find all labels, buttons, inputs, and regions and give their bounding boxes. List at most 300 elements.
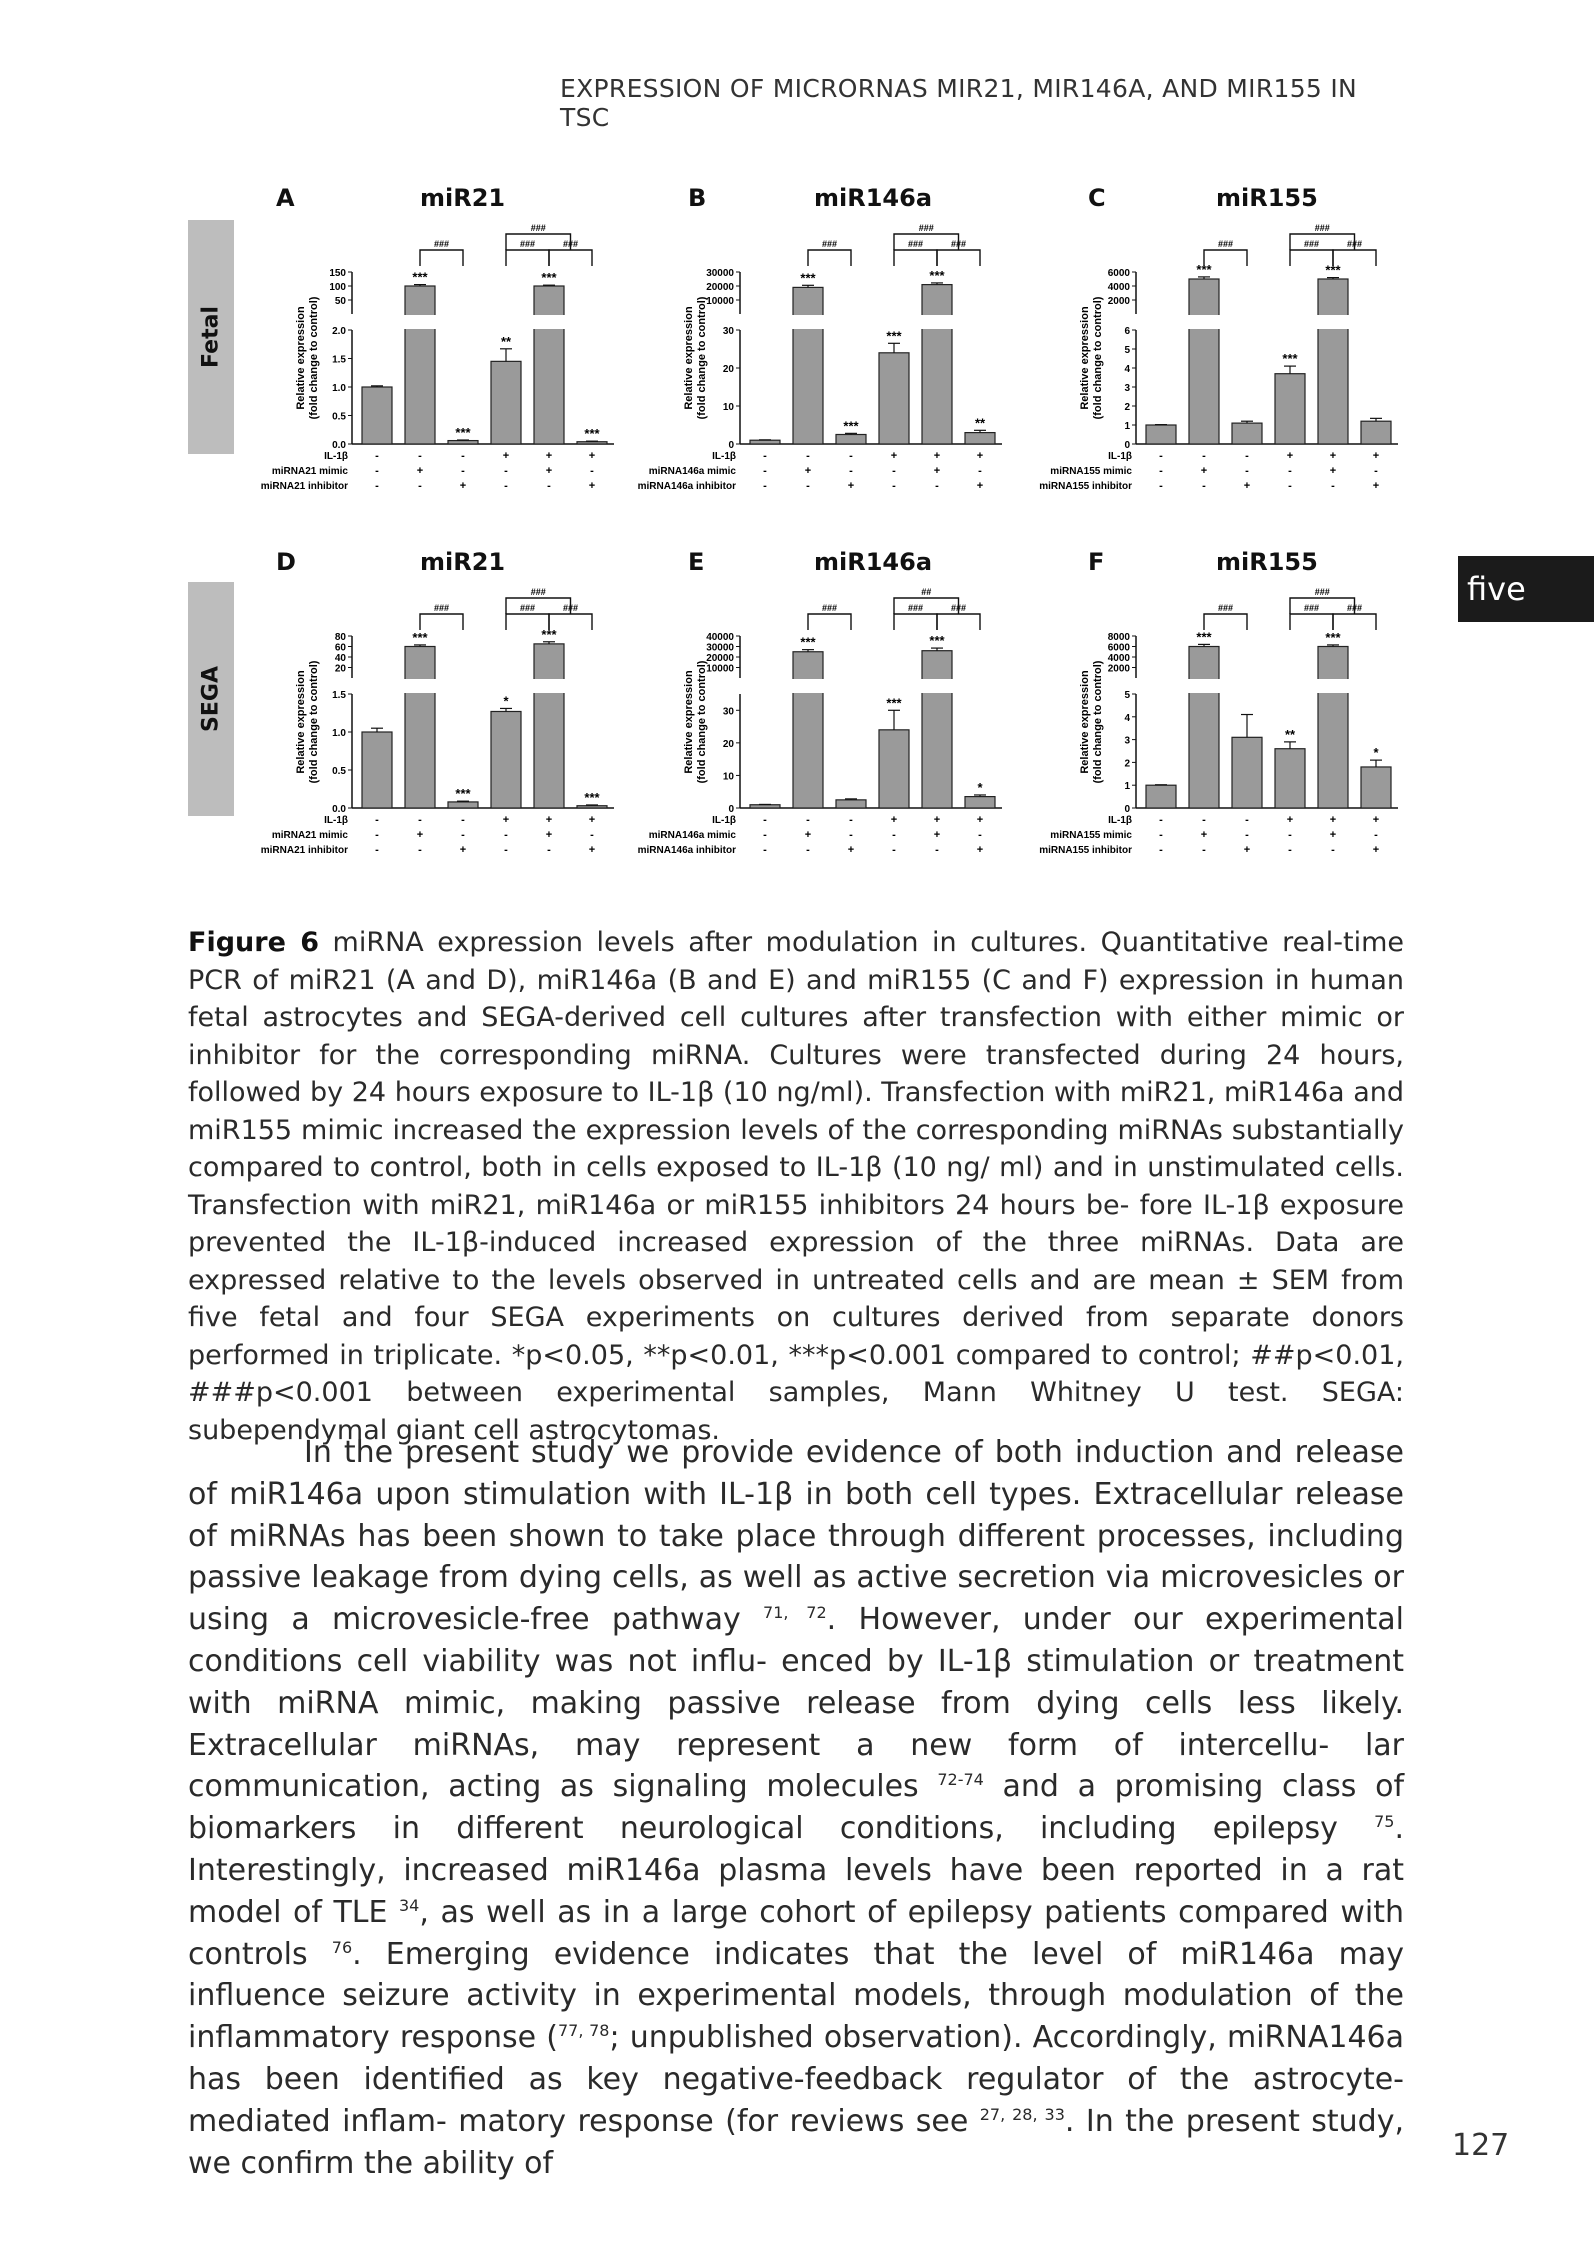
y-axis-label: Relative expression(fold change to control) [1079, 660, 1104, 784]
treatment-row-label: miRNA155 inhibitor [1039, 845, 1132, 856]
treatment-sign: - [763, 844, 767, 856]
treatment-sign: - [849, 829, 853, 841]
bar [448, 441, 478, 444]
treatment-sign: + [1372, 480, 1380, 492]
bar [362, 732, 392, 808]
treatment-sign: - [504, 829, 508, 841]
treatment-sign: - [461, 450, 465, 462]
bar [836, 435, 866, 445]
y-tick-label-upper: 100 [329, 282, 346, 293]
treatment-sign: + [976, 844, 984, 856]
bar [922, 285, 952, 444]
treatment-sign: - [1288, 465, 1292, 477]
treatment-sign: + [1372, 450, 1380, 462]
bar [1361, 767, 1391, 808]
treatment-sign: - [849, 814, 853, 826]
treatment-sign: - [1159, 465, 1163, 477]
figure-caption [188, 924, 1404, 1449]
treatment-sign: - [461, 829, 465, 841]
treatment-sign: - [1245, 814, 1249, 826]
treatment-row-label: IL-1β [324, 815, 348, 826]
axis-break-gap [1187, 315, 1221, 329]
treatment-sign: + [545, 829, 553, 841]
treatment-sign: - [1288, 844, 1292, 856]
significance-stars: * [503, 693, 509, 709]
body-text-2: . However, under our experimental conditions cell viability was not influ- enced by IL-1β stimulation or treatment with miRNA mimic, making passive release from dying cells less likely. Extracellular miRNAs, may represent a new form of intercellu- lar communication, acting as signaling molecules [188, 1602, 1404, 1805]
significance-stars: ** [1284, 726, 1296, 742]
citation-7: 27, 28, 33 [979, 2104, 1065, 2124]
bracket-label: ### [1346, 239, 1363, 249]
significance-stars: *** [1325, 629, 1341, 645]
y-tick-label-lower: 4 [1124, 712, 1130, 724]
treatment-sign: - [1159, 814, 1163, 826]
significance-stars: *** [1282, 351, 1298, 367]
axis-break-gap [532, 679, 566, 693]
treatment-sign: + [1286, 814, 1294, 826]
treatment-sign: + [502, 814, 510, 826]
panel-title-c: miR155 [1216, 184, 1318, 212]
panel-title-d: miR21 [420, 548, 506, 576]
bar [965, 797, 995, 808]
bar [922, 651, 952, 808]
treatment-sign: - [763, 465, 767, 477]
treatment-sign: + [1329, 450, 1337, 462]
body-text-7: ; unpublished observation). Accordingly, miRNA146a has been identified as key negative-feedback regulator of the astrocyte-mediated inflam- matory response (for reviews see [188, 2020, 1405, 2139]
y-tick-label-upper: 60 [334, 642, 346, 654]
treatment-sign: + [933, 814, 941, 826]
y-tick-label-upper: 20000 [706, 282, 734, 293]
significance-stars: *** [886, 328, 902, 344]
treatment-sign: - [763, 829, 767, 841]
y-tick-label-lower: 0.0 [332, 440, 346, 451]
treatment-sign: - [1202, 814, 1206, 826]
bar [1318, 647, 1348, 809]
treatment-sign: - [849, 465, 853, 477]
bracket-label: ### [530, 587, 546, 597]
treatment-sign: + [933, 450, 941, 462]
y-tick-label-lower: 0.0 [332, 804, 346, 815]
treatment-sign: - [849, 450, 853, 462]
treatment-sign: + [545, 450, 553, 462]
treatment-sign: - [763, 450, 767, 462]
treatment-sign: - [892, 480, 896, 492]
running-head: EXPRESSION OF MICRORNAS MIR21, MIR146A, AND MIR155 IN TSC [560, 74, 1358, 132]
bar [750, 440, 780, 444]
treatment-sign: - [375, 450, 379, 462]
bar [577, 442, 607, 444]
significance-bracket [937, 250, 980, 266]
y-tick-label-lower: 5 [1124, 690, 1130, 701]
significance-stars: *** [1325, 262, 1341, 278]
bar-chart-c [1018, 212, 1398, 502]
treatment-sign: - [1245, 465, 1249, 477]
y-tick-label-lower: 0.5 [332, 766, 346, 777]
bar [1318, 279, 1348, 444]
bar-chart-d [234, 576, 614, 866]
y-tick-label-lower: 30 [722, 706, 734, 718]
treatment-sign: + [976, 450, 984, 462]
treatment-sign: + [933, 465, 941, 477]
treatment-sign: - [1159, 450, 1163, 462]
row-label-fetal [188, 220, 234, 454]
bar-chart-b [622, 212, 1002, 502]
significance-bracket [894, 234, 959, 250]
panel-letter-f: F [1088, 548, 1105, 576]
treatment-sign: + [847, 480, 855, 492]
bar [1146, 785, 1176, 808]
treatment-sign: - [461, 465, 465, 477]
treatment-sign: - [892, 844, 896, 856]
bracket-label: ### [519, 239, 536, 249]
significance-stars: *** [929, 633, 945, 649]
treatment-sign: - [1202, 844, 1206, 856]
bracket-label: ### [907, 603, 924, 613]
significance-stars: *** [541, 626, 557, 642]
axis-break-gap [1187, 679, 1221, 693]
treatment-sign: + [1286, 450, 1294, 462]
significance-stars: ** [500, 333, 512, 349]
axis-break-gap [791, 679, 825, 693]
bar [1232, 423, 1262, 444]
significance-stars: *** [1196, 629, 1212, 645]
treatment-sign: + [1200, 465, 1208, 477]
significance-stars: * [977, 779, 983, 795]
significance-stars: *** [541, 270, 557, 286]
significance-bracket [1290, 598, 1355, 614]
bar [448, 802, 478, 808]
page-number: 127 [1452, 2128, 1510, 2163]
significance-stars: *** [800, 270, 816, 286]
treatment-sign: - [418, 450, 422, 462]
treatment-row-label: miRNA146a inhibitor [637, 845, 736, 856]
body-text-3: and a promising class of biomarkers in different neurological conditions, including epilepsy [188, 1769, 1404, 1847]
bar [1275, 749, 1305, 808]
treatment-row-label: miRNA21 mimic [271, 830, 348, 841]
axis-break-gap [532, 315, 566, 329]
bracket-label: ### [519, 603, 536, 613]
significance-bracket [894, 614, 937, 630]
bar [534, 644, 564, 808]
treatment-sign: - [892, 829, 896, 841]
y-axis-label: Relative expression(fold change to control) [1079, 296, 1104, 420]
y-tick-label-lower: 1 [1124, 421, 1130, 432]
treatment-sign: - [1159, 480, 1163, 492]
significance-bracket [808, 250, 851, 266]
treatment-sign: - [1159, 829, 1163, 841]
significance-bracket [1290, 614, 1333, 630]
y-tick-label-lower: 1 [1124, 781, 1130, 793]
bracket-label: ### [821, 603, 838, 613]
treatment-sign: - [375, 465, 379, 477]
treatment-sign: - [504, 465, 508, 477]
treatment-sign: - [375, 480, 379, 492]
y-tick-label-lower: 0 [728, 804, 734, 815]
y-axis-label: Relative expression(fold change to control) [683, 660, 708, 784]
treatment-sign: - [590, 465, 594, 477]
y-tick-label-upper: 30000 [706, 642, 734, 654]
treatment-sign: + [459, 480, 467, 492]
y-tick-label-upper: 40000 [706, 632, 734, 643]
bar [1275, 374, 1305, 444]
y-tick-label-lower: 1.5 [332, 354, 346, 366]
treatment-sign: - [1288, 480, 1292, 492]
bar [750, 805, 780, 808]
treatment-sign: + [588, 450, 596, 462]
treatment-sign: - [375, 844, 379, 856]
y-tick-label-lower: 5 [1124, 345, 1130, 356]
treatment-sign: - [978, 465, 982, 477]
significance-bracket [506, 598, 571, 614]
treatment-sign: - [1331, 844, 1335, 856]
bracket-label: ### [562, 239, 579, 249]
treatment-row-label: IL-1β [712, 451, 736, 462]
bar-chart-e [622, 576, 1002, 866]
treatment-sign: + [502, 450, 510, 462]
y-tick-label-upper: 150 [329, 268, 346, 279]
y-tick-label-lower: 3 [1124, 383, 1130, 394]
y-tick-label-upper: 30000 [706, 268, 734, 279]
treatment-sign: - [1374, 465, 1378, 477]
axis-break-gap [403, 679, 437, 693]
treatment-sign: - [935, 480, 939, 492]
bar [879, 353, 909, 444]
y-tick-label-lower: 2.0 [332, 326, 346, 337]
bar-chart-f [1018, 576, 1398, 866]
bar [362, 387, 392, 444]
treatment-sign: + [1243, 844, 1251, 856]
y-tick-label-upper: 6000 [1107, 642, 1130, 654]
treatment-sign: + [804, 829, 812, 841]
body-text-4: . Interestingly, increased miR146a plasma levels have been reported in a rat model of TLE [188, 1811, 1404, 1930]
y-tick-label-upper: 50 [334, 296, 346, 307]
bar [793, 287, 823, 444]
treatment-sign: + [545, 814, 553, 826]
treatment-sign: + [416, 465, 424, 477]
axis-break-gap [791, 315, 825, 329]
treatment-sign: - [806, 844, 810, 856]
chapter-thumb-label: five [1467, 570, 1526, 608]
bar [491, 361, 521, 444]
bar [879, 730, 909, 808]
bar [491, 711, 521, 808]
significance-stars: *** [412, 269, 428, 285]
significance-bracket [937, 614, 980, 630]
axis-break-gap [1316, 679, 1350, 693]
significance-bracket [894, 250, 937, 266]
treatment-sign: - [763, 814, 767, 826]
bracket-label: ### [1217, 603, 1234, 613]
y-tick-label-lower: 0 [728, 440, 734, 451]
treatment-sign: + [890, 450, 898, 462]
treatment-sign: - [806, 814, 810, 826]
citation-1: 71, 72 [763, 1603, 827, 1623]
bar [793, 652, 823, 808]
treatment-sign: + [976, 814, 984, 826]
significance-stars: *** [455, 786, 471, 802]
significance-stars: *** [929, 267, 945, 283]
bar [1146, 425, 1176, 444]
treatment-row-label: miRNA21 mimic [271, 466, 348, 477]
treatment-sign: - [547, 480, 551, 492]
treatment-sign: - [1159, 844, 1163, 856]
y-tick-label-upper: 20 [334, 663, 346, 675]
panel-letter-e: E [688, 548, 705, 576]
significance-bracket [1290, 234, 1355, 250]
treatment-sign: - [1288, 829, 1292, 841]
y-tick-label-lower: 10 [722, 402, 734, 413]
treatment-sign: - [504, 480, 508, 492]
treatment-sign: - [935, 844, 939, 856]
treatment-sign: + [588, 814, 596, 826]
y-tick-label-lower: 0.5 [332, 411, 346, 423]
treatment-row-label: IL-1β [324, 451, 348, 462]
treatment-sign: - [418, 814, 422, 826]
bracket-label: ### [1217, 239, 1234, 249]
treatment-row-label: miRNA146a mimic [648, 466, 736, 477]
treatment-sign: + [804, 465, 812, 477]
treatment-sign: - [806, 480, 810, 492]
treatment-row-label: miRNA21 inhibitor [260, 481, 348, 492]
y-tick-label-lower: 1.0 [332, 383, 346, 394]
treatment-sign: + [1243, 480, 1251, 492]
significance-bracket [808, 614, 851, 630]
treatment-sign: - [1374, 829, 1378, 841]
y-tick-label-lower: 2 [1124, 758, 1130, 770]
significance-stars: * [1373, 745, 1379, 761]
body-text-8: . In the present study, we confirm the ability of [188, 2103, 1404, 2181]
bar-chart-a [234, 212, 614, 502]
treatment-sign: - [1202, 450, 1206, 462]
treatment-sign: + [416, 829, 424, 841]
treatment-sign: + [1200, 829, 1208, 841]
treatment-sign: + [1329, 465, 1337, 477]
treatment-sign: + [1372, 814, 1380, 826]
y-tick-label-lower: 0 [1124, 440, 1130, 451]
citation-3: 75 [1374, 1812, 1395, 1832]
bar [577, 806, 607, 808]
panel-letter-b: B [688, 184, 707, 212]
bar [405, 647, 435, 809]
treatment-row-label: IL-1β [712, 815, 736, 826]
treatment-sign: + [1372, 844, 1380, 856]
treatment-sign: + [545, 465, 553, 477]
y-tick-label-lower: 1.5 [332, 690, 346, 701]
panel-letter-c: C [1088, 184, 1106, 212]
treatment-row-label: miRNA146a inhibitor [637, 481, 736, 492]
bar [405, 286, 435, 444]
significance-stars: *** [843, 418, 859, 434]
y-tick-label-lower: 20 [722, 738, 734, 750]
treatment-sign: + [459, 844, 467, 856]
panel-letter-d: D [276, 548, 296, 576]
treatment-sign: - [418, 844, 422, 856]
significance-bracket [506, 250, 549, 266]
treatment-row-label: miRNA155 inhibitor [1039, 481, 1132, 492]
y-tick-label-lower: 20 [722, 364, 734, 375]
body-text-5: , as well as in a large cohort of epilepsy patients compared with controls [188, 1894, 1404, 1972]
y-tick-label-upper: 10000 [706, 663, 734, 675]
y-tick-label-upper: 10000 [706, 296, 734, 307]
bar [1189, 647, 1219, 809]
y-tick-label-upper: 40 [334, 653, 346, 664]
citation-2: 72-74 [937, 1770, 984, 1790]
treatment-sign: - [892, 465, 896, 477]
y-tick-label-lower: 3 [1124, 735, 1130, 747]
panel-letter-a: A [276, 184, 295, 212]
treatment-sign: - [806, 450, 810, 462]
significance-bracket [1333, 614, 1376, 630]
y-tick-label-upper: 6000 [1107, 268, 1130, 279]
significance-bracket [894, 598, 959, 614]
row-label-sega-text: SEGA [198, 666, 224, 732]
bracket-label: ### [562, 603, 579, 613]
y-tick-label-upper: 4000 [1107, 653, 1130, 664]
y-tick-label-upper: 20000 [706, 653, 734, 664]
significance-bracket [1204, 614, 1247, 630]
y-tick-label-lower: 30 [722, 326, 734, 337]
y-tick-label-upper: 2000 [1107, 663, 1130, 675]
bracket-label: ### [1314, 223, 1330, 233]
bracket-label: ### [1314, 587, 1330, 597]
body-paragraph [188, 1432, 1404, 2184]
bar [534, 286, 564, 444]
significance-stars: *** [584, 789, 600, 805]
bracket-label: ### [1303, 603, 1320, 613]
treatment-row-label: miRNA155 mimic [1050, 830, 1132, 841]
treatment-sign: - [504, 844, 508, 856]
treatment-sign: - [375, 829, 379, 841]
significance-stars: ** [974, 415, 986, 431]
citation-6: 77, 78 [557, 2021, 610, 2041]
treatment-sign: - [461, 814, 465, 826]
bar [1232, 737, 1262, 808]
citation-4: 34 [399, 1895, 420, 1915]
bracket-label: ### [907, 239, 924, 249]
treatment-sign: + [933, 829, 941, 841]
treatment-sign: - [1202, 480, 1206, 492]
bracket-label: ### [950, 603, 967, 613]
axis-break-gap [403, 315, 437, 329]
significance-bracket [549, 250, 592, 266]
treatment-sign: - [763, 480, 767, 492]
bar [1361, 421, 1391, 444]
treatment-row-label: IL-1β [1108, 815, 1132, 826]
citation-5: 76 [331, 1937, 353, 1957]
y-tick-label-upper: 8000 [1107, 632, 1130, 643]
significance-stars: *** [886, 695, 902, 711]
y-tick-label-lower: 6 [1124, 326, 1130, 337]
bracket-label: ### [530, 223, 546, 233]
y-tick-label-upper: 80 [334, 632, 346, 643]
treatment-sign: - [547, 844, 551, 856]
treatment-row-label: miRNA146a mimic [648, 830, 736, 841]
bracket-label: ### [918, 223, 934, 233]
significance-bracket [420, 250, 463, 266]
y-tick-label-upper: 2000 [1107, 296, 1130, 307]
y-axis-label: Relative expression(fold change to control) [295, 296, 320, 420]
treatment-sign: - [418, 480, 422, 492]
bar [1189, 279, 1219, 444]
treatment-row-label: miRNA21 inhibitor [260, 845, 348, 856]
figure-label: Figure 6 [188, 927, 320, 958]
treatment-sign: + [1329, 829, 1337, 841]
body-text-6: . Emerging evidence indicates that the level of miR146a may influence seizure activity in experimental models, through modulation of the inflammatory response ( [188, 1936, 1405, 2056]
bracket-label: ## [921, 587, 932, 597]
y-tick-label-lower: 2 [1124, 402, 1130, 413]
row-label-sega [188, 582, 234, 816]
treatment-row-label: miRNA155 mimic [1050, 466, 1132, 477]
treatment-sign: - [1245, 450, 1249, 462]
